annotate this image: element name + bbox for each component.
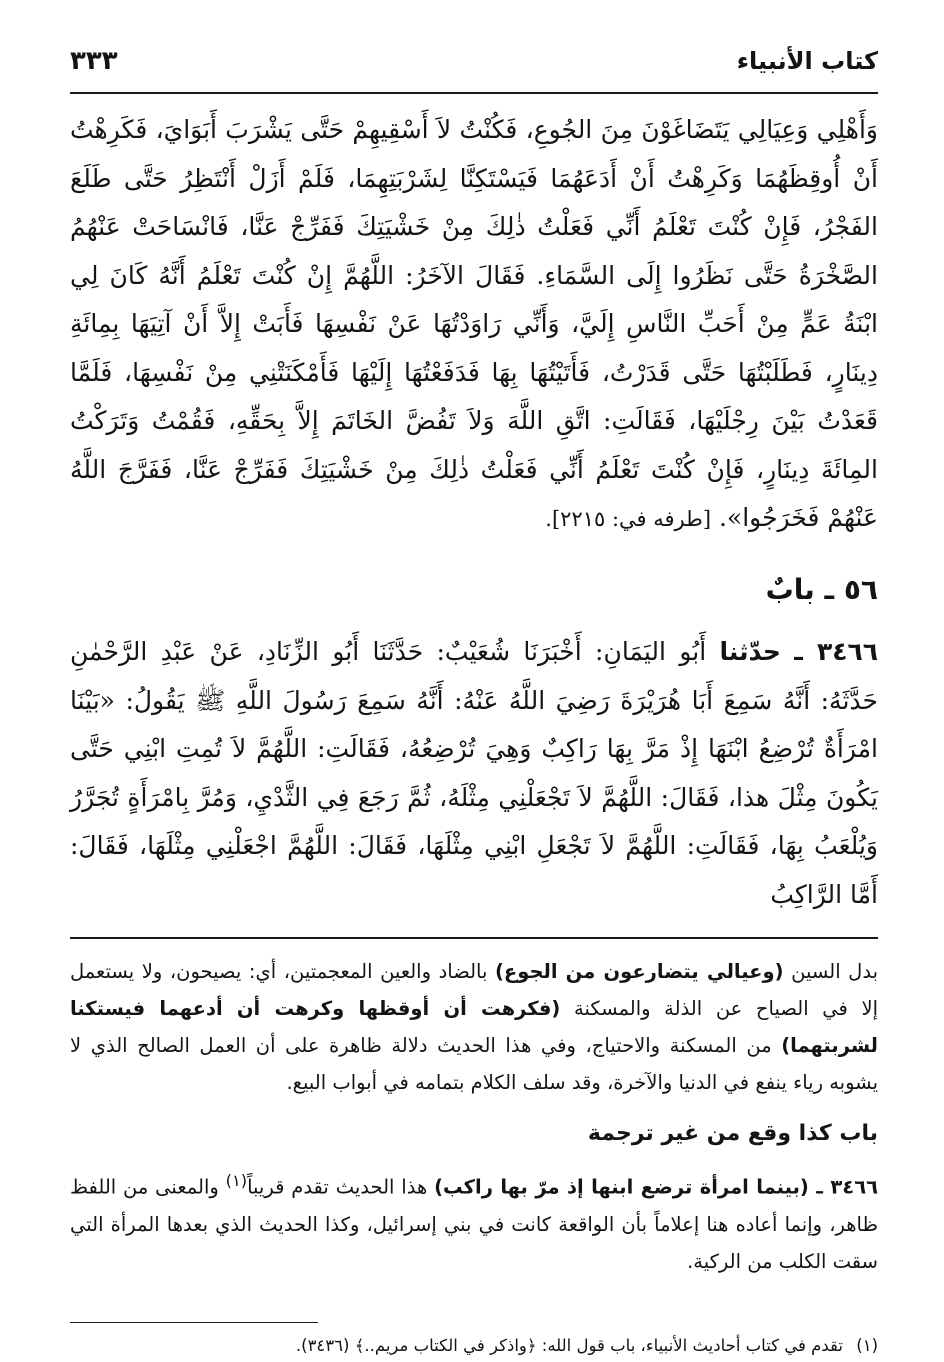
hadith-number: ٣٤٦٦ ـ bbox=[794, 637, 878, 666]
quoted-phrase: (وعيالي يتضارعون من الجوع) bbox=[495, 960, 784, 983]
commentary-text: من المسكنة والاحتياج، وفي هذا الحديث دلالة ظاهرة على أن العمل الصالح الذي لا يشوبه رياء ينفع في الدنيا والآخرة، وقد سلف الكلام بتمامه في أبواب البيع. bbox=[70, 1034, 878, 1094]
running-header bbox=[70, 46, 878, 94]
commentary-text: بدل السين bbox=[791, 960, 879, 983]
quoted-phrase: ٣٤٦٦ ـ (بينما امرأة ترضع ابنها إذ مرّ بها راكب) bbox=[434, 1175, 878, 1199]
quoted-phrase: (فكرهت أن أوقظها وكرهت أن أدعهما فيستكنا لشربتهما) bbox=[70, 997, 878, 1057]
chapter-heading: ٥٦ ـ بابٌ bbox=[765, 572, 878, 606]
commentary-heading: باب كذا وقع من غير ترجمة bbox=[587, 1121, 878, 1146]
commentary-text: هذا الحديث تقدم قريباً bbox=[247, 1175, 428, 1199]
hadith-main-text bbox=[70, 106, 878, 919]
footnote-number: (١) bbox=[856, 1335, 878, 1355]
commentary-divider bbox=[70, 937, 878, 939]
footnote-text: تقدم في كتاب أحاديث الأنبياء، باب قول الله: ﴿واذكر في الكتاب مريم..﴾ (٣٤٣٦). bbox=[295, 1335, 843, 1355]
footnote bbox=[70, 1333, 878, 1359]
commentary-paragraph-1 bbox=[70, 953, 878, 1101]
hadith-text: أَبُو اليَمَانِ: أَخْبَرَنَا شُعَيْبٌ: حَدَّثَنَا أَبُو الزِّنَادِ، عَنْ عَبْدِ الرَّحْمٰنِ حَدَّثَهُ: أَنَّهُ سَمِعَ أَبَا هُرَيْرَةَ رَضِيَ اللَّهُ عَنْهُ: أَنَّهُ سَمِعَ رَسُولَ اللَّهِ ﷺ يَقُولُ: «بَيْنَا امْرَأَةٌ تُرْضِعُ ابْنَهَا إِذْ مَرَّ بِهَا رَاكِبٌ وَهِيَ تُرْضِعُهُ، فَقَالَتِ: اللَّهُمَّ لاَ تُمِتِ ابْنِي حَتَّى يَكُونَ مِثْلَ هذا، فَقَالَ: اللَّهُمَّ لاَ تَجْعَلْنِي مِثْلَهُ، ثُمَّ رَجَعَ فِي الثَّدْيِ، وَمُرَّ بِامْرَأَةٍ تُجَرَّرُ وَيُلْعَبُ بِهَا، فَقَالَتِ: اللَّهُمَّ لاَ تَجْعَلِ ابْنِي مِثْلَهَا، فَقَالَ: اللَّهُمَّ اجْعَلْنِي مِثْلَهَا، فَقَالَ: أَمَّا الرَّاكِبُ bbox=[70, 637, 878, 909]
book-title: كتاب الأنبياء bbox=[736, 47, 878, 75]
continuation-paragraph bbox=[70, 106, 878, 544]
book-page bbox=[70, 46, 878, 1359]
commentary-text: بالضاد والعين المعجمتين، أي: يصيحون، ولا يستعمل إلا في الصياح عن الذلة والمسكنة bbox=[70, 960, 879, 1020]
continuation-text: وَأَهْلِي وَعِيَالِي يَتَضَاغَوْنَ مِنَ الجُوعِ، فَكُنْتُ لاَ أَسْقِيهِمْ حَتَّى يَشْرَبَ أَبَوَايَ، فَكَرِهْتُ أَنْ أُوقِظَهُمَا وَكَرِهْتُ أَنْ أَدَعَهُمَا فَيَسْتَكِنَّا لِشَرْبَتِهِمَا، فَلَمْ أَزَلْ أَنْتَظِرُ حَتَّى طَلَعَ الفَجْرُ، فَإِنْ كُنْتَ تَعْلَمُ أَنِّي فَعَلْتُ ذٰلِكَ مِنْ خَشْيَتِكَ فَفَرِّجْ عَنَّا، فَانْسَاحَتْ عَنْهُمُ الصَّخْرَةُ حَتَّى نَظَرُوا إِلَى السَّمَاءِ. فَقَالَ الآخَرُ: اللَّهُمَّ إِنْ كُنْتَ تَعْلَمُ أَنَّهُ كَانَ لِي ابْنَةُ عَمٍّ مِنْ أَحَبِّ النَّاسِ إِلَيَّ، وَأَنِّي رَاوَدْتُهَا عَنْ نَفْسِهَا فَأَبَتْ إِلاَّ أَنْ آتِيَهَا بِمِائَةِ دِينَارٍ، فَطَلَبْتُهَا حَتَّى قَدَرْتُ، فَأَتَيْتُهَا بِهَا فَدَفَعْتُهَا إِلَيْهَا فَأَمْكَنَتْنِي مِنْ نَفْسِهَا، فَلَمَّا قَعَدْتُ بَيْنَ رِجْلَيْهَا، فَقَالَتِ: اتَّقِ اللَّهَ وَلاَ تَفُضَّ الخَاتَمَ إِلاَّ بِحَقِّهِ، فَقُمْتُ وَتَرَكْتُ المِائَةَ دِينَارٍ، فَإِنْ كُنْتَ تَعْلَمُ أَنِّي فَعَلْتُ ذٰلِكَ مِنْ خَشْيَتِكَ فَفَرِّجْ عَنَّا، فَفَرَّجَ اللَّهُ عَنْهُمْ فَخَرَجُوا». bbox=[70, 115, 878, 532]
commentary-text: والمعنى من اللفظ ظاهر، وإنما أعاده هنا إعلاماً بأن الواقعة كانت في بني إسرائيل، وكذا الحديث الذي بعدها المرأة التي سقت الكلب من الركية. bbox=[70, 1175, 878, 1273]
footnote-divider bbox=[70, 1322, 318, 1323]
commentary-section bbox=[70, 953, 878, 1280]
commentary-paragraph-2 bbox=[70, 1162, 878, 1280]
hadith-paragraph bbox=[70, 628, 878, 919]
page-number: ٣٣٣ bbox=[70, 46, 118, 76]
footnote-marker: (١) bbox=[225, 1171, 248, 1190]
chain-lead: حدّثنا bbox=[719, 637, 781, 666]
cross-reference: [طرفه في: ٢٢١٥]. bbox=[545, 507, 712, 531]
